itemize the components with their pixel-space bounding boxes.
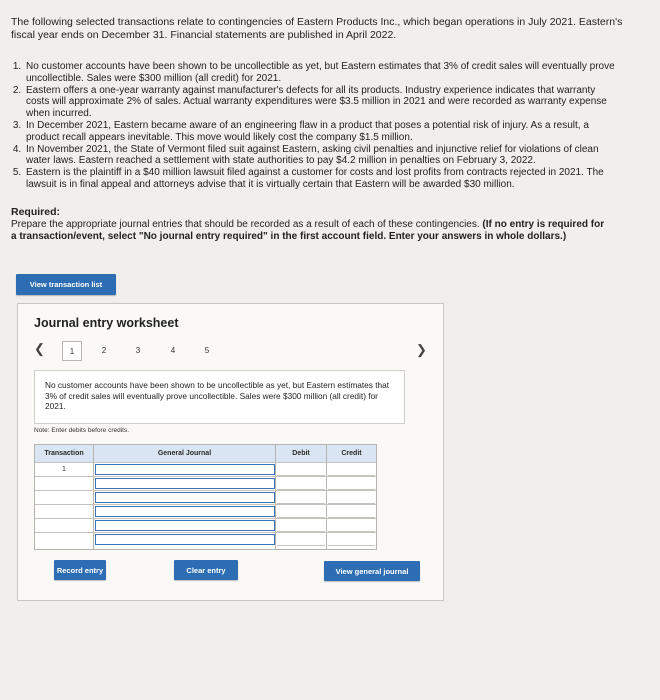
debit-input[interactable] xyxy=(277,464,325,476)
transaction-description-box xyxy=(34,370,405,424)
contingency-list xyxy=(10,61,619,191)
column-header-transaction: Transaction xyxy=(35,445,93,462)
journal-table xyxy=(34,444,377,550)
row-divider xyxy=(35,504,376,505)
row-divider xyxy=(35,476,376,477)
step-tab-2[interactable]: 2 xyxy=(101,345,107,355)
clear-entry-button[interactable]: Clear entry xyxy=(174,560,238,580)
column-divider xyxy=(326,445,327,549)
view-general-journal-button[interactable]: View general journal xyxy=(324,561,420,581)
credit-input[interactable] xyxy=(328,492,375,504)
list-item: 5. Eastern is the plaintiff in a $40 million lawsuit filed against a customer for costs and lost profits from contracts rejected in 2021. The lawsuit is in final appeal and attorneys advise that it is virtually certain that Eastern will be awarded $30 million. xyxy=(24,167,619,191)
list-item: 2. Eastern offers a one-year warranty against manufacturer's defects for all its products. Industry experience indicates that warranty costs will approximate 2% of sales. Actual warranty expenditures were $3.5 million in 2021 and were recorded as warranty expense when incurred. xyxy=(24,85,619,120)
row-divider xyxy=(35,518,376,519)
credit-input[interactable] xyxy=(328,520,375,532)
row-divider xyxy=(35,490,376,491)
account-select[interactable] xyxy=(95,534,275,545)
column-divider xyxy=(275,445,276,549)
transaction-number: 1 xyxy=(62,465,66,473)
worksheet-title: Journal entry worksheet xyxy=(34,316,179,330)
list-item: 3. In December 2021, Eastern became aware of an engineering flaw in a product that poses a potential risk of injury. As a result, a product recall appears inevitable. This move would likely cost the company $1.5 million. xyxy=(24,120,619,144)
chevron-right-icon[interactable]: ❯ xyxy=(416,342,427,357)
account-select[interactable] xyxy=(95,478,275,489)
debit-input[interactable] xyxy=(277,520,325,532)
row-divider xyxy=(35,532,376,533)
step-tab-5[interactable]: 5 xyxy=(204,345,210,355)
account-select[interactable] xyxy=(95,520,275,531)
transaction-description: No customer accounts have been shown to be uncollectible as yet, but Eastern estimates that 3% of credit sales will eventually prove uncollectible. Sales were $300 million (all credit) for 2021. xyxy=(45,380,390,411)
required-text xyxy=(11,219,611,243)
debit-input[interactable] xyxy=(277,492,325,504)
credit-input[interactable] xyxy=(328,506,375,518)
journal-entry-worksheet xyxy=(17,303,444,601)
account-select[interactable] xyxy=(95,464,275,475)
step-tab-4[interactable]: 4 xyxy=(170,345,176,355)
credit-input[interactable] xyxy=(328,478,375,490)
required-bold-instruction: (If no entry is required for a transaction/event, select "No journal entry required" in the first account field. Enter your answers in whole dollars.) xyxy=(11,219,605,242)
column-header-credit: Credit xyxy=(327,445,376,462)
entry-note: Note: Enter debits before credits. xyxy=(34,427,130,434)
required-instruction: Prepare the appropriate journal entries that should be recorded as a result of each of these contingencies. xyxy=(11,219,480,230)
debit-input[interactable] xyxy=(277,478,325,490)
chevron-left-icon[interactable]: ❮ xyxy=(34,341,45,356)
column-divider xyxy=(93,445,94,549)
required-heading: Required: xyxy=(11,206,61,218)
list-item: 4. In November 2021, the State of Vermont filed suit against Eastern, asking civil penalties and injunctive relief for violations of clean water laws. Eastern reached a settlement with state authorities to pay $4.2 million in penalties on February 3, 2022. xyxy=(24,144,619,168)
column-header-general-journal: General Journal xyxy=(94,445,275,462)
credit-input[interactable] xyxy=(328,534,375,546)
column-header-debit: Debit xyxy=(276,445,326,462)
debit-input[interactable] xyxy=(277,506,325,518)
record-entry-button[interactable]: Record entry xyxy=(54,560,106,580)
credit-input[interactable] xyxy=(328,464,375,476)
intro-text: The following selected transactions relate to contingencies of Eastern Products Inc., which began operations in July 2021. Eastern's fiscal year ends on December 31. Financial statements are published in April 2022. xyxy=(11,16,623,41)
step-tab-3[interactable]: 3 xyxy=(135,345,141,355)
list-item: 1. No customer accounts have been shown to be uncollectible as yet, but Eastern estimates that 3% of credit sales will eventually prove uncollectible. Sales were $300 million (all credit) for 2021. xyxy=(24,61,619,85)
account-select[interactable] xyxy=(95,492,275,503)
view-transaction-list-button[interactable]: View transaction list xyxy=(16,274,116,295)
step-tab-1[interactable]: 1 xyxy=(62,341,82,361)
account-select[interactable] xyxy=(95,506,275,517)
debit-input[interactable] xyxy=(277,534,325,546)
